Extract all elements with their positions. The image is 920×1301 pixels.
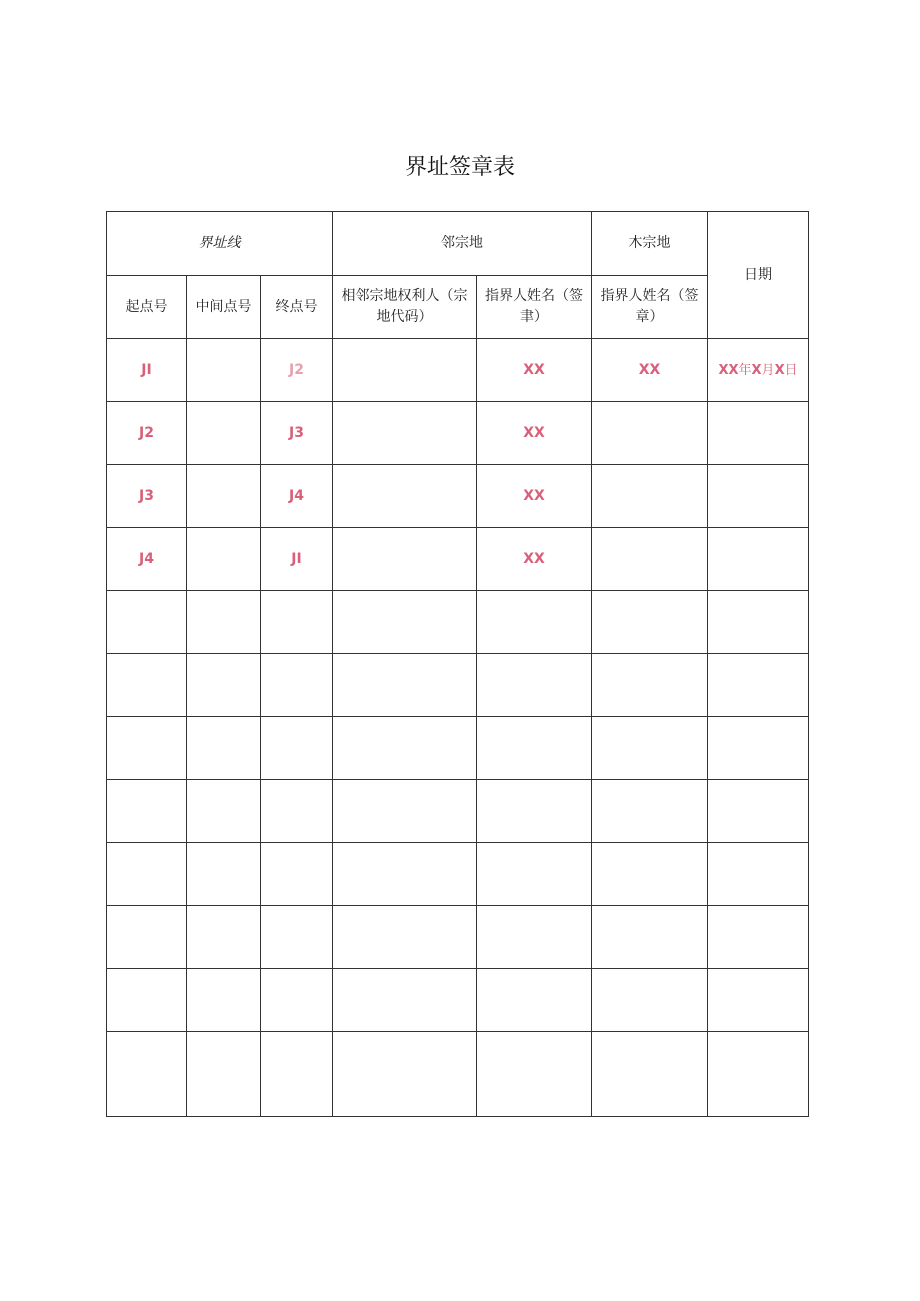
- neighbor-owner-cell[interactable]: [333, 465, 477, 528]
- mid-point-cell[interactable]: [187, 402, 261, 465]
- start-point-cell[interactable]: J2: [107, 402, 187, 465]
- boundary-line-header: 界址线: [107, 212, 333, 276]
- neighbor-owner-cell[interactable]: [333, 528, 477, 591]
- empty-row: [107, 843, 809, 906]
- date-cell[interactable]: [708, 402, 809, 465]
- empty-row: [107, 780, 809, 843]
- neighbor-signer-cell[interactable]: XX: [477, 528, 592, 591]
- end-point-cell[interactable]: JI: [261, 528, 333, 591]
- date-cell[interactable]: [708, 339, 809, 402]
- date-cell[interactable]: [708, 465, 809, 528]
- end-point-header: 终点号: [261, 276, 333, 339]
- page-title: 界址签章表: [404, 155, 515, 180]
- start-point-header: 起点号: [107, 276, 187, 339]
- table-row: [107, 465, 809, 528]
- neighbor-parcel-header: 邻宗地: [333, 212, 592, 276]
- own-parcel-header: 木宗地: [592, 212, 708, 276]
- header-row-2: [107, 276, 809, 339]
- empty-row: [107, 1032, 809, 1117]
- neighbor-signer-cell[interactable]: XX: [477, 339, 592, 402]
- start-point-cell[interactable]: J3: [107, 465, 187, 528]
- own-signer-header: 指界人姓名（签章）: [592, 276, 708, 339]
- empty-row: [107, 906, 809, 969]
- date-cell[interactable]: [708, 528, 809, 591]
- date-header: 日期: [708, 212, 809, 339]
- mid-point-cell[interactable]: [187, 528, 261, 591]
- empty-row: [107, 591, 809, 654]
- empty-row: [107, 654, 809, 717]
- own-signer-cell[interactable]: [592, 528, 708, 591]
- neighbor-signer-cell[interactable]: XX: [477, 402, 592, 465]
- mid-point-header: 中间点号: [187, 276, 261, 339]
- start-point-cell[interactable]: JI: [107, 339, 187, 402]
- own-signer-cell[interactable]: XX: [592, 339, 708, 402]
- table-row: [107, 402, 809, 465]
- mid-point-cell[interactable]: [187, 465, 261, 528]
- boundary-signature-table: [106, 211, 809, 1117]
- end-point-cell[interactable]: J3: [261, 402, 333, 465]
- own-signer-cell[interactable]: [592, 402, 708, 465]
- empty-row: [107, 969, 809, 1032]
- neighbor-owner-header: 相邻宗地权利人（宗地代码）: [333, 276, 477, 339]
- mid-point-cell[interactable]: [187, 339, 261, 402]
- header-row-1: [107, 212, 809, 276]
- neighbor-signer-header: 指界人姓名（签聿）: [477, 276, 592, 339]
- empty-row: [107, 717, 809, 780]
- neighbor-owner-cell[interactable]: [333, 402, 477, 465]
- date-value: XX年X月X日: [718, 362, 798, 378]
- table-row: [107, 339, 809, 402]
- end-point-cell[interactable]: J4: [261, 465, 333, 528]
- table-row: [107, 528, 809, 591]
- own-signer-cell[interactable]: [592, 465, 708, 528]
- neighbor-signer-cell[interactable]: XX: [477, 465, 592, 528]
- end-point-cell[interactable]: J2: [261, 339, 333, 402]
- start-point-cell[interactable]: J4: [107, 528, 187, 591]
- neighbor-owner-cell[interactable]: [333, 339, 477, 402]
